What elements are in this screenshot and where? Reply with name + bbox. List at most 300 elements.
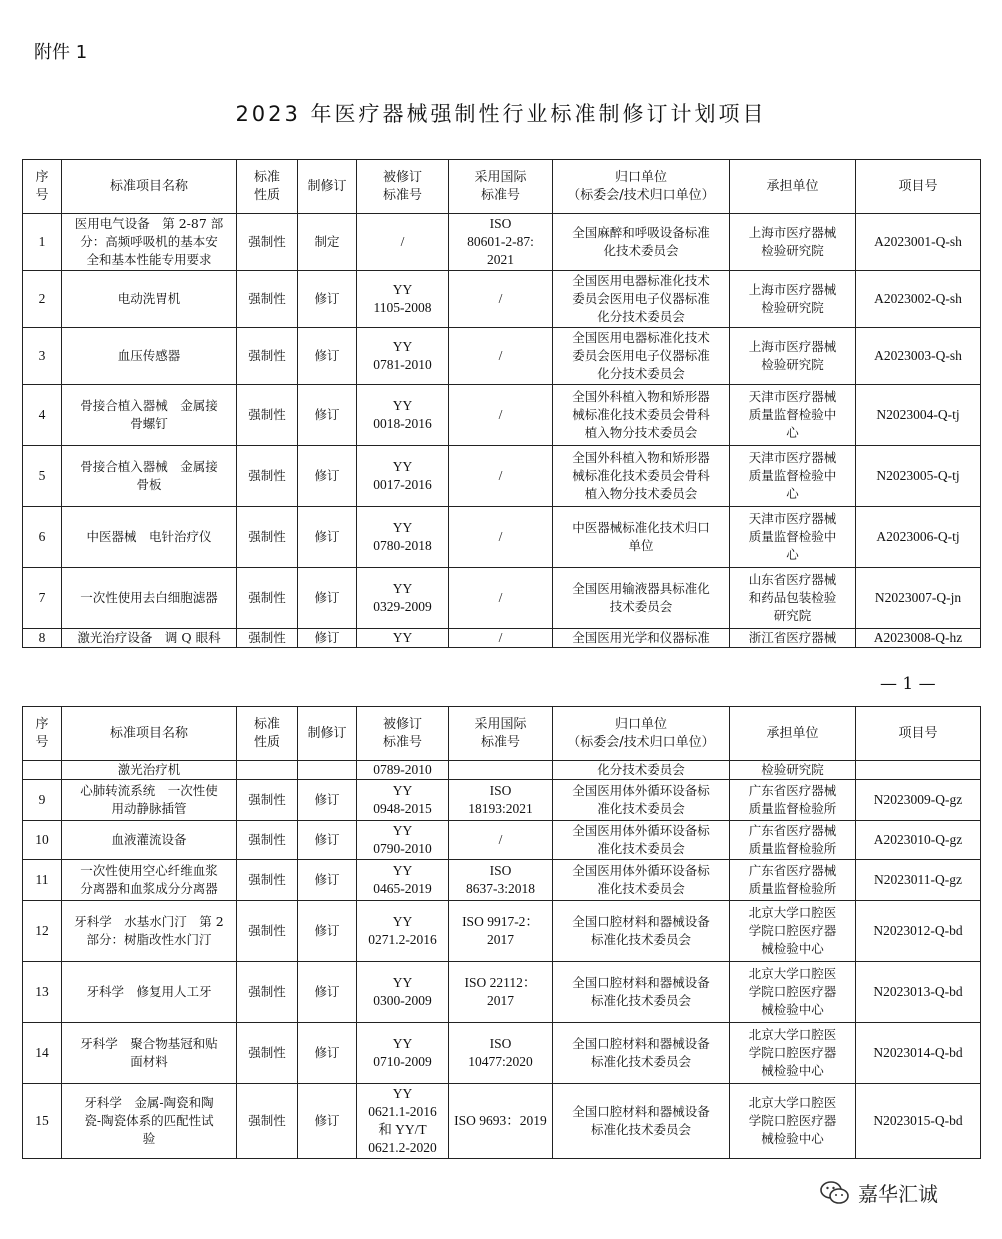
committee-cell	[553, 761, 730, 780]
project-id-cell: A2023001-Q-sh	[856, 214, 981, 271]
project-name-cell	[62, 901, 237, 962]
cell-line: 全和基本性能专用要求	[86, 252, 212, 267]
cell-line: YY	[392, 823, 413, 838]
cell-line: 质量监督检验所	[748, 881, 837, 896]
committee-cell	[553, 821, 730, 860]
international-standard-cell	[449, 568, 553, 629]
row-number-cell: 8	[23, 629, 62, 648]
cell-line: 用动静脉插管	[111, 801, 187, 816]
cell-line: 0789-2010	[373, 762, 432, 777]
column-header	[856, 707, 981, 761]
cell-line: 全国医用输液器具标准化	[572, 581, 710, 596]
undertaking-unit-cell	[730, 629, 856, 648]
project-id-cell	[856, 761, 981, 780]
cell-line: 骨接合植入器械 金属接	[80, 398, 218, 413]
table-row	[23, 568, 981, 629]
cell-line: 分：高频呼吸机的基本安	[80, 234, 218, 249]
revision-type-cell: 修订	[298, 780, 357, 821]
document-title: 2023 年医疗器械强制性行业标准制修订计划项目	[235, 102, 767, 126]
cell-line: 0017-2016	[373, 477, 432, 492]
cell-line: 部分：树脂改性水门汀	[86, 932, 212, 947]
international-standard-cell	[449, 1023, 553, 1084]
cell-line: 械检验中心	[761, 1063, 824, 1078]
table-row	[23, 214, 981, 271]
cell-line: 8637-3:2018	[466, 881, 535, 896]
table-row	[23, 446, 981, 507]
row-number-cell: 1	[23, 214, 62, 271]
project-name-cell	[62, 780, 237, 821]
cell-line: 0271.2-2016	[368, 932, 437, 947]
cell-line: 标准化技术委员会	[590, 993, 691, 1008]
cell-line: 被修订	[382, 716, 422, 732]
cell-line: YY	[392, 975, 413, 990]
project-name-cell	[62, 1023, 237, 1084]
cell-line: 标准号	[382, 187, 422, 203]
column-header	[298, 707, 357, 761]
cell-line: 单位	[628, 538, 654, 553]
cell-line: 检验研究院	[761, 243, 824, 258]
row-number-cell	[23, 761, 62, 780]
undertaking-unit-cell	[730, 1084, 856, 1159]
cell-line: 化分技术委员会	[597, 366, 685, 381]
column-header	[553, 707, 730, 761]
cell-line: YY	[392, 783, 413, 798]
column-header	[357, 707, 449, 761]
cell-line: 性质	[253, 187, 280, 203]
cell-line: 委员会医用电子仪器标准	[572, 291, 710, 306]
row-number-cell: 13	[23, 962, 62, 1023]
project-name-cell	[62, 271, 237, 328]
undertaking-unit-cell	[730, 901, 856, 962]
cell-line: 研究院	[773, 608, 812, 623]
revision-type-cell: 修订	[298, 901, 357, 962]
table-row	[23, 328, 981, 385]
cell-line: 80601-2-87:	[467, 234, 534, 249]
committee-cell	[553, 507, 730, 568]
project-name-cell	[62, 1084, 237, 1159]
column-header	[62, 160, 237, 214]
cell-line: 标准	[253, 716, 280, 732]
project-name-cell	[62, 328, 237, 385]
table-row	[23, 761, 981, 780]
cell-line: 18193:2021	[468, 801, 533, 816]
cell-line: 骨板	[136, 477, 162, 492]
cell-line: 化分技术委员会	[597, 309, 685, 324]
table-row	[23, 901, 981, 962]
cell-line: 心肺转流系统 一次性使	[80, 783, 218, 798]
cell-line: 2017	[487, 932, 514, 947]
revision-type-cell: 修订	[298, 568, 357, 629]
cell-line: 学院口腔医疗器	[748, 984, 837, 999]
cell-line: 全国口腔材料和器械设备	[572, 1104, 710, 1119]
cell-line: 2017	[487, 993, 514, 1008]
cell-line: /	[498, 468, 503, 483]
cell-line: ISO	[489, 216, 512, 231]
committee-cell	[553, 271, 730, 328]
row-number-cell: 12	[23, 901, 62, 962]
cell-line: 学院口腔医疗器	[748, 923, 837, 938]
undertaking-unit-cell	[730, 821, 856, 860]
project-id-cell: N2023007-Q-jn	[856, 568, 981, 629]
cell-line: 广东省医疗器械	[748, 783, 837, 798]
cell-line: ISO 9693：2019	[454, 1113, 547, 1128]
revised-standard-cell	[357, 761, 449, 780]
international-standard-cell	[449, 860, 553, 901]
project-id-cell: N2023005-Q-tj	[856, 446, 981, 507]
undertaking-unit-cell	[730, 507, 856, 568]
cell-line: 天津市医疗器械	[748, 511, 837, 526]
cell-line: 全国医用电器标准化技术	[572, 330, 710, 345]
nature-cell: 强制性	[237, 385, 298, 446]
cell-line: 10477:2020	[468, 1054, 533, 1069]
column-header	[730, 160, 856, 214]
project-name-cell	[62, 821, 237, 860]
project-name-cell	[62, 629, 237, 648]
row-number-cell: 4	[23, 385, 62, 446]
cell-line: 全国外科植入物和矫形器	[572, 389, 710, 404]
committee-cell	[553, 629, 730, 648]
revision-type-cell: 修订	[298, 821, 357, 860]
cell-line: 北京大学口腔医	[748, 966, 837, 981]
committee-cell	[553, 214, 730, 271]
revised-standard-cell	[357, 271, 449, 328]
cell-line: 中医器械 电针治疗仪	[86, 529, 212, 544]
undertaking-unit-cell	[730, 328, 856, 385]
international-standard-cell	[449, 962, 553, 1023]
cell-line: 检验研究院	[761, 357, 824, 372]
cell-line: 标准号	[480, 187, 520, 203]
cell-line: 牙科学 金属-陶瓷和陶	[84, 1095, 214, 1110]
cell-line: /	[400, 234, 405, 249]
nature-cell: 强制性	[237, 446, 298, 507]
cell-line: 准化技术委员会	[597, 801, 685, 816]
table-row	[23, 780, 981, 821]
cell-line: 承担单位	[766, 725, 819, 741]
cell-line: 械标准化技术委员会骨科	[572, 407, 710, 422]
undertaking-unit-cell	[730, 446, 856, 507]
project-id-cell: N2023011-Q-gz	[856, 860, 981, 901]
revised-standard-cell	[357, 568, 449, 629]
cell-line: 械检验中心	[761, 1131, 824, 1146]
committee-cell	[553, 328, 730, 385]
committee-cell	[553, 385, 730, 446]
cell-line: 0018-2016	[373, 416, 432, 431]
revision-type-cell: 修订	[298, 446, 357, 507]
standards-table-page2	[22, 706, 981, 1159]
international-standard-cell	[449, 271, 553, 328]
undertaking-unit-cell	[730, 1023, 856, 1084]
cell-line: 械检验中心	[761, 941, 824, 956]
cell-line: 验	[142, 1131, 156, 1146]
cell-line: 准化技术委员会	[597, 881, 685, 896]
committee-cell	[553, 962, 730, 1023]
revised-standard-cell	[357, 1023, 449, 1084]
international-standard-cell	[449, 821, 553, 860]
cell-line: 项目号	[898, 178, 938, 194]
revised-standard-cell	[357, 629, 449, 648]
international-standard-cell	[449, 446, 553, 507]
cell-line: YY	[392, 1036, 413, 1051]
cell-line: 标准化技术委员会	[590, 1122, 691, 1137]
cell-line: 制修订	[307, 178, 347, 194]
cell-line: 化技术委员会	[603, 243, 679, 258]
cell-line: ISO 9917-2：	[462, 914, 539, 929]
cell-line: 一次性使用去白细胞滤器	[80, 590, 218, 605]
cell-line: 承担单位	[766, 178, 819, 194]
revision-type-cell: 修订	[298, 860, 357, 901]
committee-cell	[553, 860, 730, 901]
row-number-cell: 2	[23, 271, 62, 328]
cell-line: 质量监督检验所	[748, 801, 837, 816]
project-id-cell: N2023012-Q-bd	[856, 901, 981, 962]
cell-line: 0710-2009	[373, 1054, 432, 1069]
undertaking-unit-cell	[730, 271, 856, 328]
cell-line: 技术委员会	[609, 599, 673, 614]
cell-line: 采用国际	[474, 169, 527, 185]
cell-line: 准化技术委员会	[597, 841, 685, 856]
nature-cell: 强制性	[237, 901, 298, 962]
cell-line: 检验研究院	[761, 762, 824, 777]
cell-line: （标委会/技术归口单位）	[567, 734, 715, 750]
table-row	[23, 860, 981, 901]
undertaking-unit-cell	[730, 962, 856, 1023]
cell-line: 医用电气设备 第 2-87 部	[74, 216, 224, 231]
cell-line: 项目号	[898, 725, 938, 741]
undertaking-unit-cell	[730, 385, 856, 446]
project-name-cell	[62, 860, 237, 901]
revised-standard-cell	[357, 962, 449, 1023]
row-number-cell: 5	[23, 446, 62, 507]
undertaking-unit-cell	[730, 214, 856, 271]
row-number-cell: 15	[23, 1084, 62, 1159]
cell-line: 标准项目名称	[109, 725, 188, 741]
project-id-cell: A2023006-Q-tj	[856, 507, 981, 568]
undertaking-unit-cell	[730, 860, 856, 901]
column-header	[298, 160, 357, 214]
cell-line: YY	[392, 914, 413, 929]
nature-cell: 强制性	[237, 780, 298, 821]
cell-line: 检验研究院	[761, 300, 824, 315]
nature-cell	[237, 761, 298, 780]
revised-standard-cell	[357, 214, 449, 271]
nature-cell: 强制性	[237, 629, 298, 648]
table-row	[23, 1023, 981, 1084]
row-number-cell: 6	[23, 507, 62, 568]
table-row	[23, 385, 981, 446]
revised-standard-cell	[357, 385, 449, 446]
cell-line: 标准化技术委员会	[590, 932, 691, 947]
revision-type-cell: 修订	[298, 271, 357, 328]
committee-cell	[553, 1084, 730, 1159]
table-header-row	[23, 707, 981, 761]
undertaking-unit-cell	[730, 568, 856, 629]
cell-line: 北京大学口腔医	[748, 1095, 837, 1110]
cell-line: 学院口腔医疗器	[748, 1113, 837, 1128]
international-standard-cell	[449, 214, 553, 271]
column-header	[730, 707, 856, 761]
cell-line: /	[498, 590, 503, 605]
table-row	[23, 629, 981, 648]
cell-line: 心	[786, 486, 799, 501]
cell-line: 植入物分技术委员会	[584, 486, 698, 501]
cell-line: 瓷-陶瓷体系的匹配性试	[84, 1113, 214, 1128]
revision-type-cell: 制定	[298, 214, 357, 271]
revision-type-cell: 修订	[298, 328, 357, 385]
cell-line: 全国外科植入物和矫形器	[572, 450, 710, 465]
cell-line: 0465-2019	[373, 881, 432, 896]
cell-line: 广东省医疗器械	[748, 823, 837, 838]
international-standard-cell	[449, 385, 553, 446]
revised-standard-cell	[357, 821, 449, 860]
project-name-cell	[62, 507, 237, 568]
cell-line: 心	[786, 547, 799, 562]
nature-cell: 强制性	[237, 821, 298, 860]
row-number-cell: 9	[23, 780, 62, 821]
project-name-cell	[62, 446, 237, 507]
cell-line: 学院口腔医疗器	[748, 1045, 837, 1060]
cell-line: 血压传感器	[117, 348, 181, 363]
cell-line: （标委会/技术归口单位）	[567, 187, 715, 203]
revised-standard-cell	[357, 507, 449, 568]
cell-line: 标准	[253, 169, 280, 185]
international-standard-cell	[449, 328, 553, 385]
row-number-cell: 14	[23, 1023, 62, 1084]
cell-line: 0329-2009	[373, 599, 432, 614]
column-header	[553, 160, 730, 214]
international-standard-cell	[449, 629, 553, 648]
cell-line: 全国医用体外循环设备标	[572, 823, 710, 838]
column-header	[237, 160, 298, 214]
cell-line: 广东省医疗器械	[748, 863, 837, 878]
cell-line: 号	[35, 734, 49, 750]
cell-line: 电动洗胃机	[117, 291, 181, 306]
cell-line: 序	[35, 716, 49, 732]
column-header	[357, 160, 449, 214]
committee-cell	[553, 568, 730, 629]
cell-line: 上海市医疗器械	[748, 225, 837, 240]
table-row	[23, 1084, 981, 1159]
table-row	[23, 507, 981, 568]
project-name-cell	[62, 568, 237, 629]
column-header	[449, 160, 553, 214]
cell-line: 北京大学口腔医	[748, 905, 837, 920]
cell-line: 械标准化技术委员会骨科	[572, 468, 710, 483]
cell-line: 质量监督检验中	[748, 468, 837, 483]
cell-line: 归口单位	[614, 716, 667, 732]
cell-line: 0790-2010	[373, 841, 432, 856]
international-standard-cell	[449, 1084, 553, 1159]
table-header-row	[23, 160, 981, 214]
cell-line: 0300-2009	[373, 993, 432, 1008]
cell-line: 0780-2018	[373, 538, 432, 553]
project-name-cell	[62, 962, 237, 1023]
cell-line: 分离器和血浆成分分离器	[80, 881, 218, 896]
cell-line: 全国口腔材料和器械设备	[572, 975, 710, 990]
cell-line: ISO	[489, 863, 512, 878]
committee-cell	[553, 446, 730, 507]
project-id-cell: N2023015-Q-bd	[856, 1084, 981, 1159]
cell-line: ISO 22112：	[464, 975, 537, 990]
committee-cell	[553, 901, 730, 962]
column-header	[856, 160, 981, 214]
nature-cell: 强制性	[237, 328, 298, 385]
wechat-icon	[820, 1181, 850, 1205]
cell-line: 骨接合植入器械 金属接	[80, 459, 218, 474]
cell-line: 全国医用光学和仪器标准	[572, 630, 710, 645]
column-header	[62, 707, 237, 761]
project-id-cell: N2023009-Q-gz	[856, 780, 981, 821]
committee-cell	[553, 780, 730, 821]
cell-line: 械检验中心	[761, 1002, 824, 1017]
international-standard-cell	[449, 780, 553, 821]
cell-line: 0948-2015	[373, 801, 432, 816]
cell-line: 牙科学 修复用人工牙	[86, 984, 212, 999]
row-number-cell: 10	[23, 821, 62, 860]
cell-line: 质量监督检验所	[748, 841, 837, 856]
international-standard-cell	[449, 901, 553, 962]
row-number-cell: 3	[23, 328, 62, 385]
table-row	[23, 271, 981, 328]
cell-line: 号	[35, 187, 49, 203]
cell-line: ISO	[489, 783, 512, 798]
cell-line: 和药品包装检验	[748, 590, 837, 605]
cell-line: 委员会医用电子仪器标准	[572, 348, 710, 363]
cell-line: 北京大学口腔医	[748, 1027, 837, 1042]
cell-line: 归口单位	[614, 169, 667, 185]
international-standard-cell	[449, 761, 553, 780]
column-header	[23, 160, 62, 214]
revision-type-cell: 修订	[298, 507, 357, 568]
cell-line: 血液灌流设备	[111, 832, 187, 847]
international-standard-cell	[449, 507, 553, 568]
project-name-cell	[62, 214, 237, 271]
cell-line: YY	[392, 459, 413, 474]
project-id-cell: A2023002-Q-sh	[856, 271, 981, 328]
cell-line: 性质	[253, 734, 280, 750]
cell-line: YY	[392, 630, 413, 645]
cell-line: 全国医用体外循环设备标	[572, 863, 710, 878]
revised-standard-cell	[357, 328, 449, 385]
cell-line: 1105-2008	[373, 300, 432, 315]
cell-line: 2021	[487, 252, 514, 267]
cell-line: 标准号	[480, 734, 520, 750]
page-number: — 1 —	[880, 674, 936, 694]
cell-line: 全国医用电器标准化技术	[572, 273, 710, 288]
cell-line: 序	[35, 169, 49, 185]
cell-line: /	[498, 291, 503, 306]
cell-line: 0621.2-2020	[368, 1140, 437, 1155]
revised-standard-cell	[357, 446, 449, 507]
cell-line: /	[498, 348, 503, 363]
cell-line: 面材料	[130, 1054, 168, 1069]
project-id-cell: A2023003-Q-sh	[856, 328, 981, 385]
column-header	[23, 707, 62, 761]
watermark	[820, 1178, 938, 1207]
cell-line: 标准项目名称	[109, 178, 188, 194]
column-header	[237, 707, 298, 761]
cell-line: 质量监督检验中	[748, 529, 837, 544]
cell-line: YY	[392, 1086, 413, 1101]
cell-line: 标准号	[382, 734, 422, 750]
cell-line: /	[498, 529, 503, 544]
cell-line: /	[498, 407, 503, 422]
cell-line: 标准化技术委员会	[590, 1054, 691, 1069]
nature-cell: 强制性	[237, 271, 298, 328]
cell-line: 质量监督检验中	[748, 407, 837, 422]
cell-line: 和 YY/T	[378, 1122, 427, 1137]
cell-line: /	[498, 832, 503, 847]
cell-line: 全国口腔材料和器械设备	[572, 914, 710, 929]
